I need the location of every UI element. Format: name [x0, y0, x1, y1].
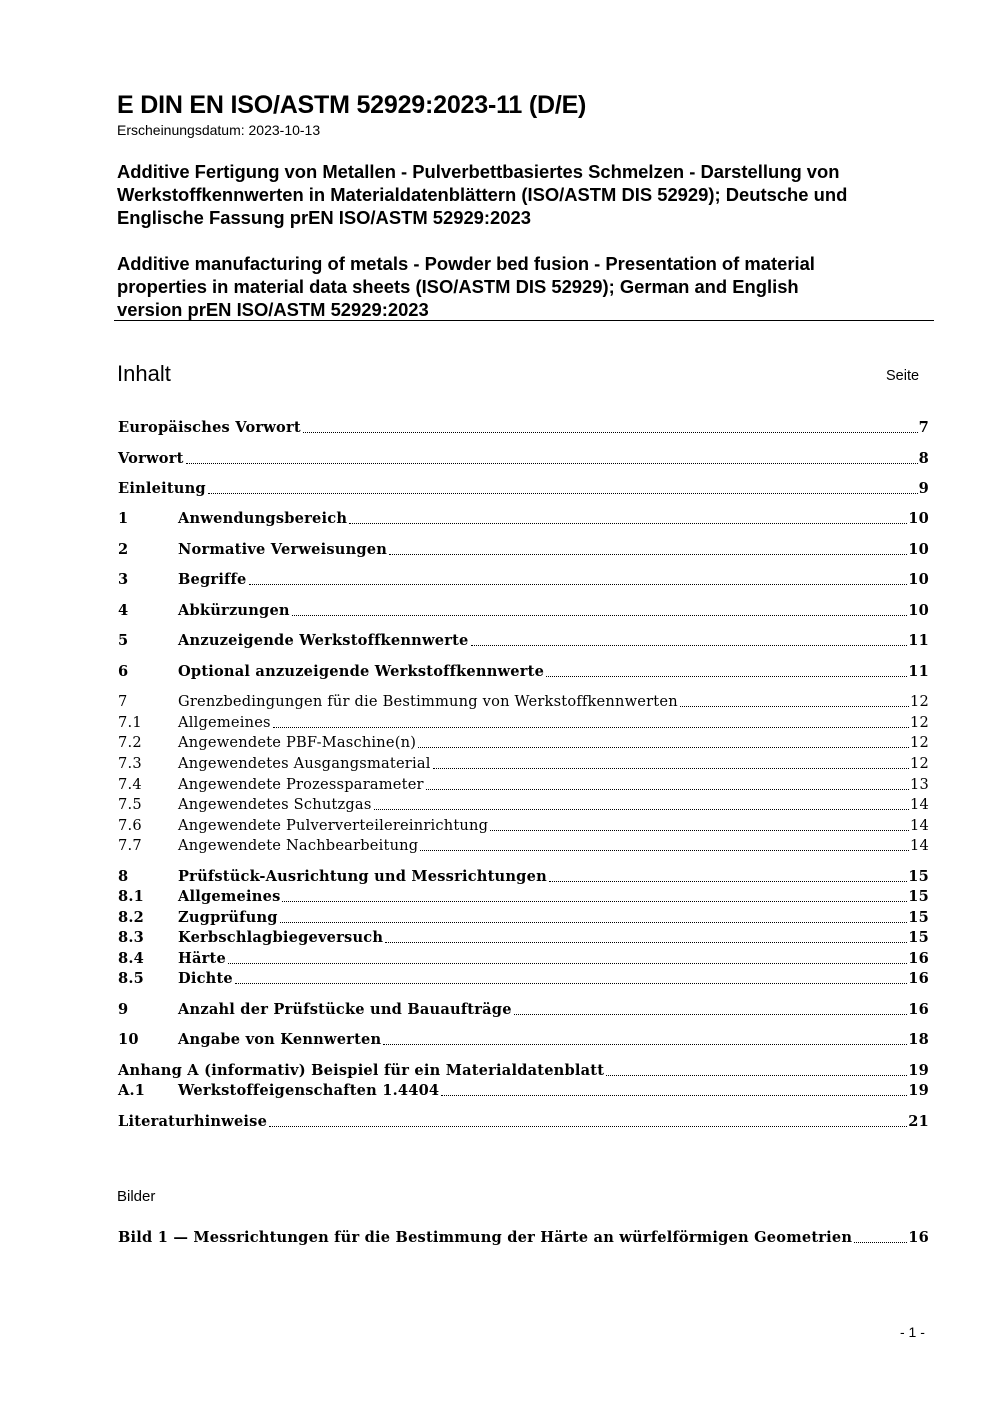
toc-dot-leader: [208, 493, 918, 494]
toc-entry-page: 14: [910, 796, 929, 813]
toc-dot-leader: [292, 615, 908, 616]
toc-entry[interactable]: [118, 418, 929, 438]
toc-dot-leader: [418, 747, 909, 748]
toc-entry-page: 9: [918, 480, 929, 497]
publication-date: Erscheinungsdatum: 2023-10-13: [117, 122, 321, 138]
toc-entry-page: 15: [908, 909, 929, 926]
toc-dot-leader: [514, 1014, 908, 1015]
toc-entry-number: 3: [118, 571, 129, 588]
toc-entry-page: 12: [910, 755, 929, 772]
title-german: [117, 160, 937, 229]
toc-dot-leader: [235, 983, 907, 984]
toc-entry[interactable]: [118, 867, 929, 887]
toc-dot-leader: [349, 523, 907, 524]
toc-entry[interactable]: [118, 1030, 929, 1050]
toc-entry-title: Prüfstück-Ausrichtung und Messrichtungen: [178, 868, 547, 885]
toc-dot-leader: [433, 768, 909, 769]
toc-entry-page: 12: [910, 734, 929, 751]
toc-entry[interactable]: [118, 479, 929, 499]
page-number: - 1 -: [900, 1324, 925, 1340]
toc-dot-leader: [471, 645, 908, 646]
toc-dot-leader: [606, 1075, 907, 1076]
toc-dot-leader: [282, 901, 907, 902]
toc-entry-page: 16: [908, 1001, 929, 1018]
toc-dot-leader: [374, 809, 910, 810]
toc-entry[interactable]: [118, 449, 929, 469]
toc-entry-title: Allgemeines: [178, 714, 271, 731]
toc-entry-number: 8.2: [118, 909, 144, 926]
toc-entry-number: 7.3: [118, 755, 142, 772]
toc-entry-number: 7: [118, 693, 128, 710]
toc-entry-number: 5: [118, 632, 129, 649]
toc-entry-page: 7: [918, 419, 929, 436]
toc-entry-title: Angabe von Kennwerten: [178, 1031, 382, 1048]
toc-entry[interactable]: [118, 1000, 929, 1020]
toc-entry[interactable]: [118, 754, 929, 774]
toc-entry-title: Europäisches Vorwort: [118, 419, 301, 436]
title-german-line: Englische Fassung prEN ISO/ASTM 52929:2023: [117, 207, 531, 228]
toc-entry-number: 1: [118, 510, 129, 527]
toc-entry[interactable]: [118, 631, 929, 651]
toc-entry-number: 8.1: [118, 888, 144, 905]
toc-entry[interactable]: [118, 692, 929, 712]
toc-entry-title: Allgemeines: [178, 888, 281, 905]
toc-dot-leader: [280, 922, 908, 923]
toc-entry-number: 7.5: [118, 796, 142, 813]
toc-entry-title: Angewendete PBF-Maschine(n): [178, 734, 417, 751]
toc-entry-title: Anzuzeigende Werkstoffkennwerte: [178, 632, 469, 649]
toc-entry[interactable]: [118, 1081, 929, 1101]
toc-entry[interactable]: [118, 908, 929, 928]
toc-entry-page: 15: [908, 888, 929, 905]
toc-entry-title: Kerbschlagbiegeversuch: [178, 929, 384, 946]
toc-entry-title: Anhang A (informativ) Beispiel für ein Materialdatenblatt: [118, 1062, 605, 1079]
toc-entry-page: 21: [908, 1113, 929, 1130]
toc-entry-page: 13: [910, 776, 929, 793]
toc-entry-title: Bild 1 — Messrichtungen für die Bestimmung der Härte an würfelförmigen Geometrien: [118, 1229, 853, 1246]
title-english-line: Additive manufacturing of metals - Powder bed fusion - Presentation of material: [117, 253, 815, 274]
toc-entry[interactable]: [118, 1061, 929, 1081]
toc-entry-number: 4: [118, 602, 129, 619]
toc-dot-leader: [549, 881, 907, 882]
toc-entry-title: Werkstoffeigenschaften 1.4404: [178, 1082, 440, 1099]
toc-entry[interactable]: [118, 601, 929, 621]
toc-entry-number: A.1: [118, 1082, 146, 1099]
toc-entry-number: 7.4: [118, 776, 142, 793]
toc-entry-page: 16: [908, 950, 929, 967]
toc-entry[interactable]: [118, 836, 929, 856]
toc-entry-number: 8: [118, 868, 129, 885]
toc-entry-page: 12: [910, 714, 929, 731]
toc-entry-title: Angewendete Prozessparameter: [178, 776, 424, 793]
toc-entry-page: 8: [918, 450, 929, 467]
toc-dot-leader: [426, 789, 909, 790]
toc-entry[interactable]: [118, 540, 929, 560]
toc-entry[interactable]: [118, 509, 929, 529]
toc-entry-page: 14: [910, 837, 929, 854]
toc-entry-title: Literaturhinweise: [118, 1113, 268, 1130]
toc-entry[interactable]: [118, 969, 929, 989]
title-english-line: properties in material data sheets (ISO/ASTM DIS 52929); German and English: [117, 276, 799, 297]
toc-entry[interactable]: [118, 713, 929, 733]
toc-entry[interactable]: [118, 816, 929, 836]
toc-dot-leader: [385, 942, 907, 943]
toc-entry-number: 7.6: [118, 817, 142, 834]
toc-entry[interactable]: [118, 733, 929, 753]
toc-entry[interactable]: [118, 928, 929, 948]
toc-entry-title: Angewendete Nachbearbeitung: [178, 837, 419, 854]
toc-entry[interactable]: [118, 949, 929, 969]
toc-dot-leader: [546, 676, 907, 677]
toc-entry-number: 7.2: [118, 734, 142, 751]
toc-entry[interactable]: [118, 662, 929, 682]
toc-entry-number: 9: [118, 1001, 129, 1018]
toc-entry-page: 16: [908, 970, 929, 987]
toc-entry-page: 10: [908, 571, 929, 588]
toc-entry-title: Grenzbedingungen für die Bestimmung von Werkstoffkennwerten: [178, 693, 678, 710]
toc-entry-page: 18: [908, 1031, 929, 1048]
toc-entry-page: 10: [908, 510, 929, 527]
toc-entry-page: 14: [910, 817, 929, 834]
toc-entry-page: 11: [908, 663, 929, 680]
toc-entry-page: 15: [908, 929, 929, 946]
toc-entry-number: 6: [118, 663, 129, 680]
toc-entry-title: Zugprüfung: [178, 909, 278, 926]
toc-entry-page: 11: [908, 632, 929, 649]
toc-entry-title: Einleitung: [118, 480, 206, 497]
toc-entry-page: 19: [908, 1062, 929, 1079]
toc-dot-leader: [420, 850, 909, 851]
toc-entry-title: Normative Verweisungen: [178, 541, 388, 558]
toc-dot-leader: [186, 463, 918, 464]
contents-heading: Inhalt: [117, 361, 171, 386]
title-german-line: Additive Fertigung von Metallen - Pulverbettbasiertes Schmelzen - Darstellung von: [117, 161, 840, 182]
toc-entry-page: 10: [908, 541, 929, 558]
toc-entry-page: 12: [910, 693, 929, 710]
toc-dot-leader: [389, 554, 907, 555]
page-column-label: Seite: [886, 368, 920, 384]
toc-entry-title: Angewendete Pulververteilereinrichtung: [178, 817, 489, 834]
figures-heading: Bilder: [117, 1188, 156, 1205]
toc-entry[interactable]: [118, 795, 929, 815]
toc-entry-title: Härte: [178, 950, 226, 967]
title-divider: [114, 320, 934, 321]
toc-entry-title: Angewendetes Schutzgas: [178, 796, 372, 813]
toc-entry-number: 7.7: [118, 837, 142, 854]
toc-dot-leader: [854, 1242, 907, 1243]
toc-dot-leader: [383, 1044, 907, 1045]
toc-dot-leader: [269, 1126, 907, 1127]
toc-entry-number: 8.3: [118, 929, 144, 946]
toc-entry-page: 15: [908, 868, 929, 885]
toc-dot-leader: [303, 432, 918, 433]
toc-entry-title: Begriffe: [178, 571, 247, 588]
toc-entry-title: Angewendetes Ausgangsmaterial: [178, 755, 431, 772]
toc-entry-number: 10: [118, 1031, 139, 1048]
figure-entry[interactable]: [118, 1228, 929, 1248]
toc-entry[interactable]: [118, 1112, 929, 1132]
toc-dot-leader: [273, 727, 909, 728]
toc-entry-title: Vorwort: [118, 450, 184, 467]
toc-entry-number: 7.1: [118, 714, 142, 731]
toc-entry[interactable]: [118, 570, 929, 590]
toc-entry-title: Anzahl der Prüfstücke und Bauaufträge: [178, 1001, 512, 1018]
toc-dot-leader: [441, 1095, 907, 1096]
toc-entry-number: 8.5: [118, 970, 144, 987]
toc-entry-title: Abkürzungen: [178, 602, 290, 619]
toc-entry[interactable]: [118, 775, 929, 795]
toc-dot-leader: [228, 963, 907, 964]
toc-entry-page: 16: [908, 1229, 929, 1246]
title-english: [117, 252, 937, 321]
toc-entry-title: Dichte: [178, 970, 233, 987]
title-german-line: Werkstoffkennwerten in Materialdatenblättern (ISO/ASTM DIS 52929); Deutsche und: [117, 184, 848, 205]
toc-entry-page: 19: [908, 1082, 929, 1099]
toc-entry-title: Anwendungsbereich: [178, 510, 348, 527]
toc-dot-leader: [680, 706, 909, 707]
title-english-line: version prEN ISO/ASTM 52929:2023: [117, 299, 429, 320]
document-number: E DIN EN ISO/ASTM 52929:2023-11 (D/E): [117, 91, 587, 119]
toc-entry-page: 10: [908, 602, 929, 619]
toc-entry-number: 2: [118, 541, 129, 558]
toc-entry-title: Optional anzuzeigende Werkstoffkennwerte: [178, 663, 545, 680]
toc-entry[interactable]: [118, 887, 929, 907]
toc-dot-leader: [249, 584, 908, 585]
toc-entry-number: 8.4: [118, 950, 144, 967]
toc-dot-leader: [490, 830, 909, 831]
